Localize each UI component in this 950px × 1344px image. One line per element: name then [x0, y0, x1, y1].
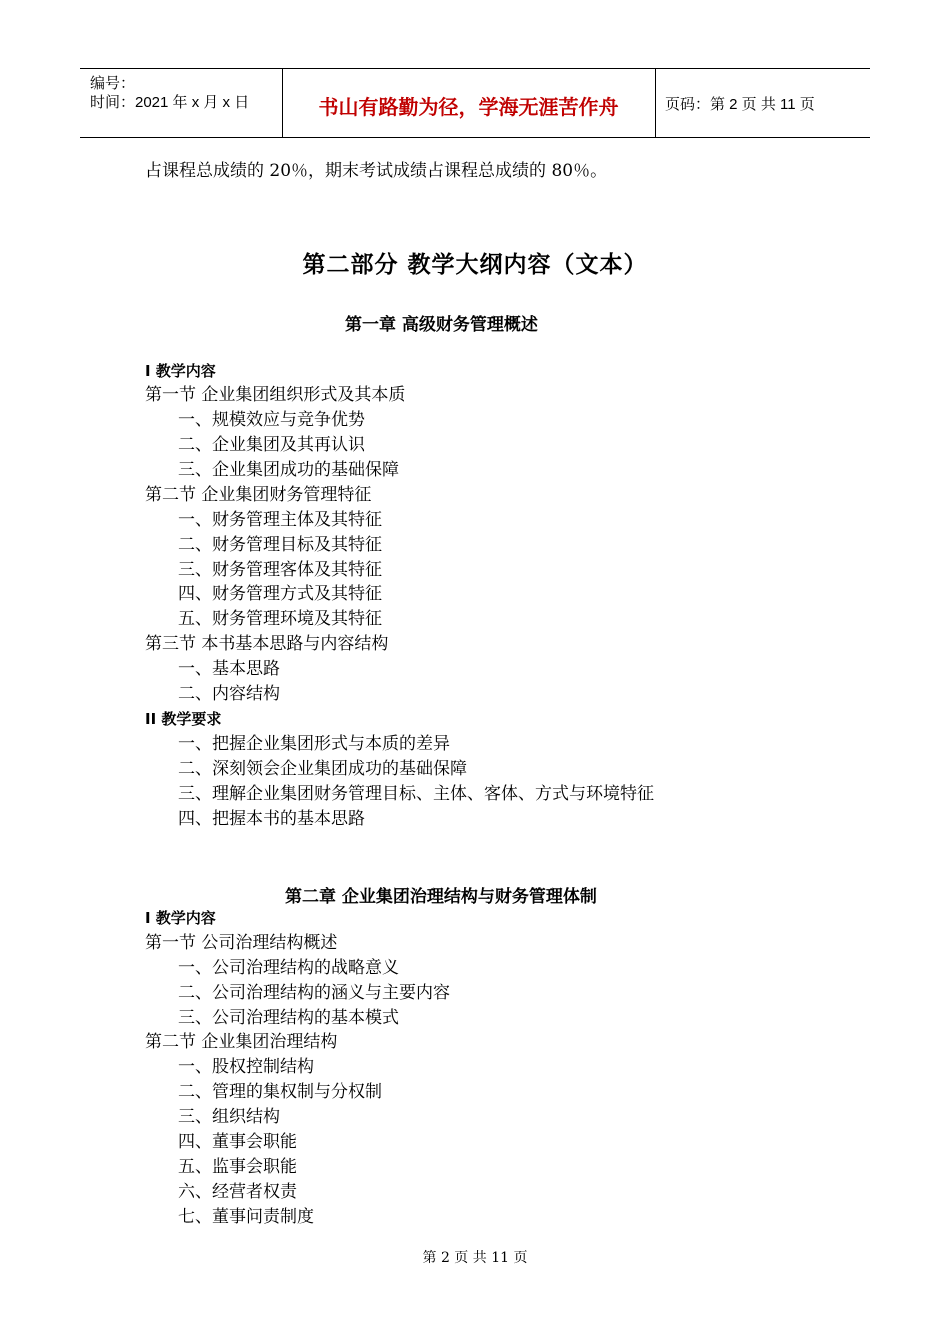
- ch2-item: 二、公司治理结构的涵义与主要内容: [178, 983, 450, 1003]
- ch1-section-3: 第三节 本书基本思路与内容结构: [145, 634, 389, 654]
- header-page-label: 页码：第 2 页 共 11 页: [665, 96, 815, 113]
- doc-code-label: 编号：: [90, 75, 136, 92]
- ch2-item: 二、管理的集权制与分权制: [178, 1082, 382, 1102]
- ch1-item: 二、企业集团及其再认识: [178, 435, 365, 455]
- chapter-1-title: 第一章 高级财务管理概述: [345, 315, 538, 335]
- ch1-item: 二、内容结构: [178, 684, 280, 704]
- page-footer: 第 2 页 共 11 页: [422, 1250, 528, 1266]
- ch2-item: 五、监事会职能: [178, 1157, 297, 1177]
- doc-date-label: 时间：2021 年 x 月 x 日: [90, 94, 250, 111]
- header-info-cell: [80, 69, 283, 137]
- ch1-section-1: 第一节 企业集团组织形式及其本质: [145, 385, 406, 405]
- chapter-2-content-heading: I 教学内容: [145, 909, 216, 927]
- ch1-requirement: 四、把握本书的基本思路: [178, 809, 365, 829]
- part-title: 第二部分 教学大纲内容（文本）: [302, 252, 648, 278]
- intro-line: 占课程总成绩的 20％，期末考试成绩占课程总成绩的 80％。: [145, 161, 608, 181]
- ch1-item: 四、财务管理方式及其特征: [178, 584, 382, 604]
- ch1-item: 二、财务管理目标及其特征: [178, 535, 382, 555]
- ch1-item: 一、基本思路: [178, 659, 280, 679]
- ch1-item: 三、企业集团成功的基础保障: [178, 460, 399, 480]
- ch2-item: 一、公司治理结构的战略意义: [178, 958, 399, 978]
- ch2-section-1: 第一节 公司治理结构概述: [145, 933, 338, 953]
- ch1-requirement: 二、深刻领会企业集团成功的基础保障: [178, 759, 467, 779]
- chapter-1-requirements-heading: II 教学要求: [145, 710, 222, 728]
- ch2-item: 七、董事问责制度: [178, 1207, 314, 1227]
- ch1-section-2: 第二节 企业集团财务管理特征: [145, 485, 372, 505]
- header-page-cell: [655, 69, 870, 137]
- ch2-section-2: 第二节 企业集团治理结构: [145, 1032, 338, 1052]
- ch1-item: 一、财务管理主体及其特征: [178, 510, 382, 530]
- ch2-item: 六、经营者权责: [178, 1182, 297, 1202]
- ch2-item: 三、公司治理结构的基本模式: [178, 1008, 399, 1028]
- ch1-item: 三、财务管理客体及其特征: [178, 560, 382, 580]
- ch1-item: 一、规模效应与竞争优势: [178, 410, 365, 430]
- header-motto-cell: [282, 69, 656, 137]
- chapter-1-content-heading: I 教学内容: [145, 362, 216, 380]
- ch2-item: 一、股权控制结构: [178, 1057, 314, 1077]
- ch2-item: 三、组织结构: [178, 1107, 280, 1127]
- page-header: [80, 68, 870, 138]
- ch2-item: 四、董事会职能: [178, 1132, 297, 1152]
- ch1-requirement: 一、把握企业集团形式与本质的差异: [178, 734, 450, 754]
- header-motto: 书山有路勤为径，学海无涯苦作舟: [318, 95, 619, 119]
- ch1-item: 五、财务管理环境及其特征: [178, 609, 382, 629]
- chapter-2-title: 第二章 企业集团治理结构与财务管理体制: [285, 887, 597, 907]
- ch1-requirement: 三、理解企业集团财务管理目标、主体、客体、方式与环境特征: [178, 784, 654, 804]
